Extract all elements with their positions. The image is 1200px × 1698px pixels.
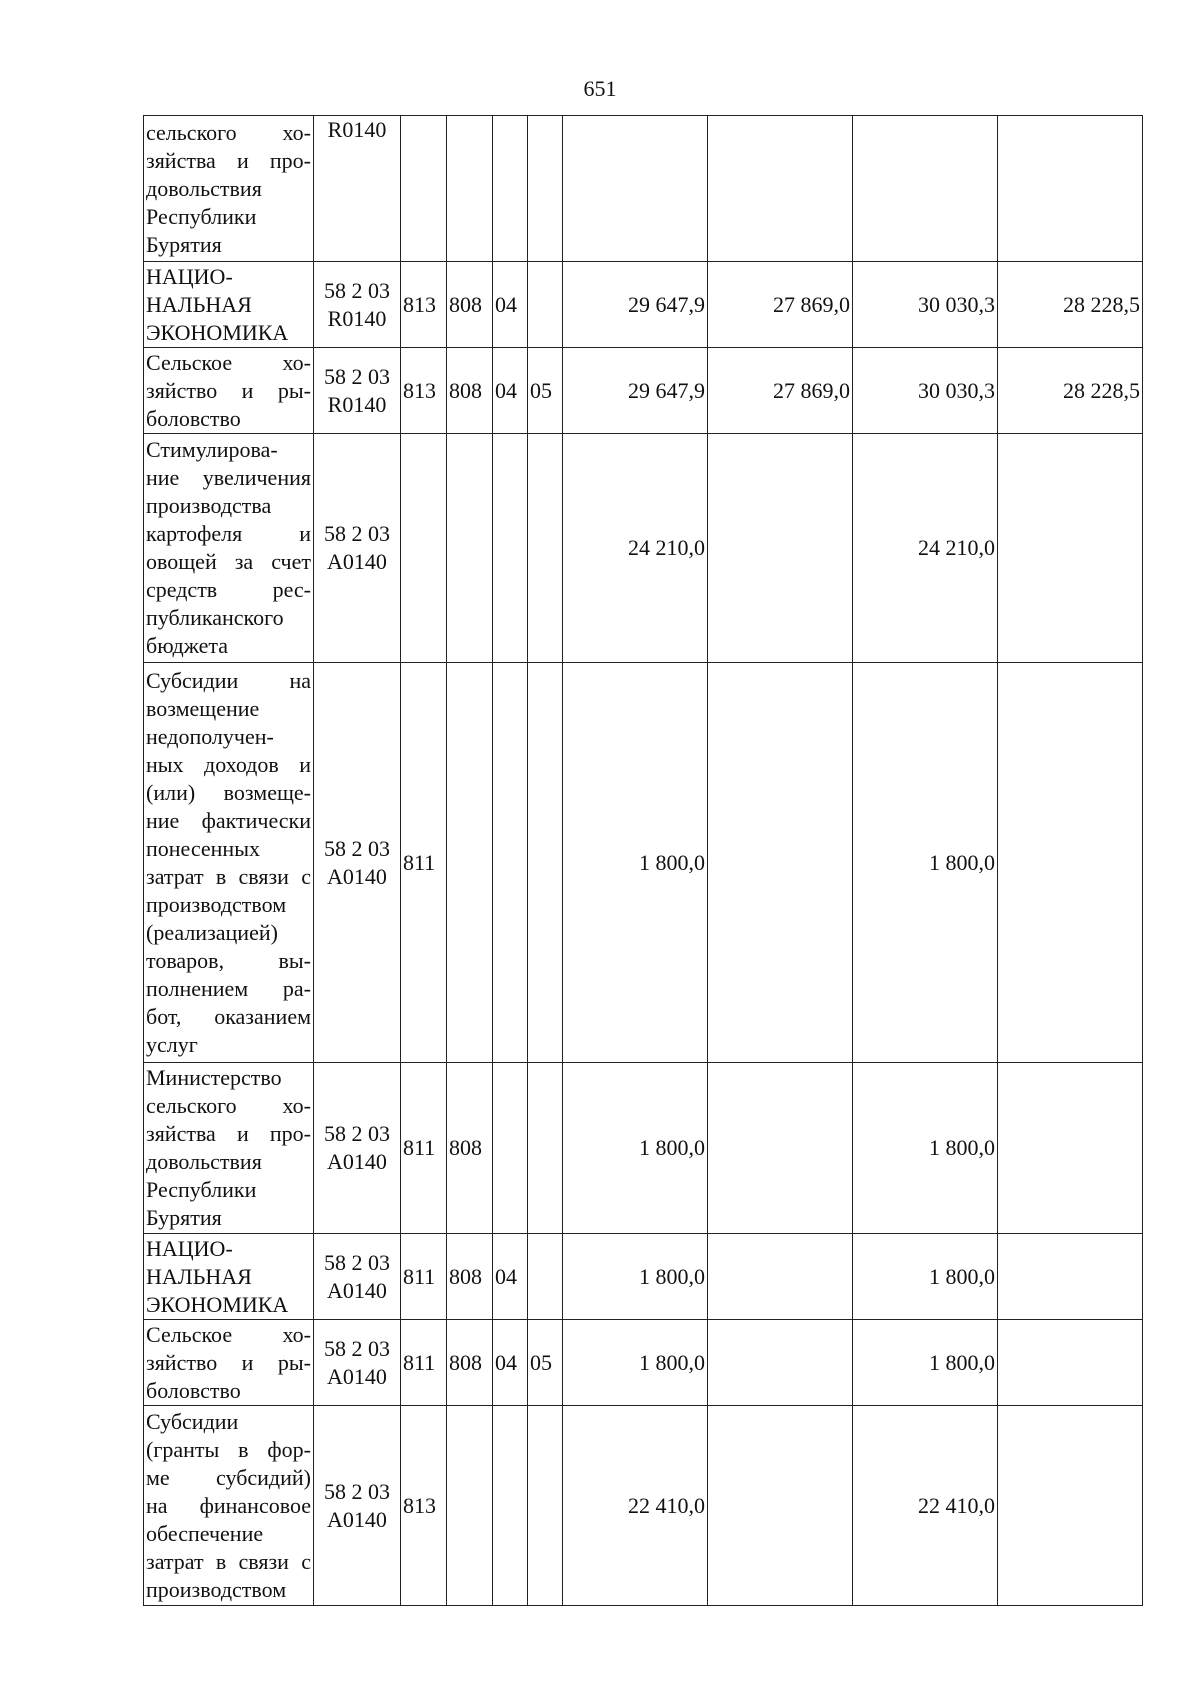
row-name-line: на финансовое [146,1492,311,1518]
amount-1: 24 210,0 [563,434,708,663]
amount-2 [708,1234,853,1320]
amount-1: 1 800,0 [563,1063,708,1234]
amount-3: 30 030,3 [853,348,998,434]
section-code: 04 [493,1234,528,1320]
code-line: R0140 [327,305,387,331]
row-name-cell [144,434,314,663]
code-line: А0140 [327,863,387,889]
row-name-line: Республики [146,203,257,229]
amount-3: 30 030,3 [853,262,998,348]
target-article-code [314,1063,401,1234]
amount-2 [708,1320,853,1406]
row-name-line: публиканского [146,605,284,630]
row-name-line: обеспечение [146,1520,264,1546]
subsection-code [528,116,563,262]
department-code: 808 [447,348,493,434]
row-name-line: (гранты в фор- [146,1436,311,1462]
row-name-line: производством [146,1576,287,1602]
table-row [144,434,1143,663]
amount-3: 1 800,0 [853,1063,998,1234]
row-name-line: ме субсидий) [146,1464,311,1490]
amount-3: 24 210,0 [853,434,998,663]
row-name-line: затрат в связи с [146,863,311,889]
department-code [447,434,493,663]
amount-1: 1 800,0 [563,663,708,1063]
row-name-line: НАЦИО- [146,1235,233,1261]
row-name-line: Стимулирова- [146,437,278,462]
subsection-code [528,663,563,1063]
table-row [144,1320,1143,1406]
ministry-code: 811 [401,663,447,1063]
row-name-line: ние увеличения [146,465,311,490]
amount-2 [708,1063,853,1234]
section-code: 04 [493,348,528,434]
target-article-code [314,1234,401,1320]
code-line: R0140 [327,391,387,417]
amount-3 [853,116,998,262]
amount-1: 29 647,9 [563,262,708,348]
table-row [144,348,1143,434]
subsection-code [528,434,563,663]
code-line: 58 2 03 [324,835,390,861]
subsection-code [528,1234,563,1320]
row-name-cell [144,1063,314,1234]
row-name-line: Сельское хо- [146,1321,311,1347]
row-name-line: боловство [146,405,241,431]
table-row [144,1406,1143,1606]
code-line: А0140 [327,1363,387,1389]
subsection-code [528,262,563,348]
row-name-cell [144,663,314,1063]
section-code [493,663,528,1063]
table-row [144,1234,1143,1320]
row-name-cell [144,1320,314,1406]
page-number: 651 [583,76,617,101]
amount-3: 22 410,0 [853,1406,998,1606]
section-code: 04 [493,262,528,348]
department-code: 808 [447,1320,493,1406]
amount-4 [998,1320,1143,1406]
row-name-cell [144,116,314,262]
row-name-line: довольствия [146,175,262,201]
amount-4 [998,1234,1143,1320]
section-code: 04 [493,1320,528,1406]
row-name-line: Бурятия [146,1205,222,1230]
ministry-code: 811 [401,1320,447,1406]
row-name-line: (или) возмеще- [146,779,311,805]
subsection-code: 05 [528,1320,563,1406]
budget-table [143,115,1143,1606]
amount-4 [998,434,1143,663]
row-name-line: (реализацией) [146,919,278,945]
row-name-line: бот, оказанием [146,1003,311,1029]
amount-1: 22 410,0 [563,1406,708,1606]
code-line: А0140 [327,549,387,574]
row-name-line: Сельское хо- [146,349,311,375]
row-name-line: сельского хо- [146,119,311,145]
row-name-line: Бурятия [146,231,222,257]
row-name-line: ЭКОНОМИКА [146,319,289,345]
code-line: 58 2 03 [324,363,390,389]
target-article-code [314,348,401,434]
target-article-code [314,1406,401,1606]
department-code [447,663,493,1063]
target-article-code [314,262,401,348]
row-name-line: возмещение [146,695,260,721]
row-name-line: боловство [146,1377,241,1403]
amount-1: 1 800,0 [563,1320,708,1406]
amount-4 [998,663,1143,1063]
table-row [144,663,1143,1063]
ministry-code: 813 [401,262,447,348]
table-row [144,1063,1143,1234]
code-line: А0140 [327,1506,387,1532]
ministry-code [401,434,447,663]
amount-2 [708,1406,853,1606]
row-name-line: производством [146,891,287,917]
row-name-line: довольствия [146,1149,262,1174]
code-line: 58 2 03 [324,1121,390,1146]
code-line: А0140 [327,1277,387,1303]
code-line: 58 2 03 [324,1335,390,1361]
row-name-cell [144,1406,314,1606]
amount-1 [563,116,708,262]
row-name-line: зяйства и про- [146,1121,311,1146]
row-name-cell [144,1234,314,1320]
row-name-line: производства [146,493,272,518]
row-name-line: ных доходов и [146,751,311,777]
table-row [144,262,1143,348]
amount-4: 28 228,5 [998,262,1143,348]
row-name-line: НАЦИО- [146,263,233,289]
subsection-code: 05 [528,348,563,434]
row-name-cell [144,262,314,348]
row-name-line: Субсидии [146,1408,239,1434]
amount-3: 1 800,0 [853,1234,998,1320]
code-line: 58 2 03 [324,521,390,546]
subsection-code [528,1063,563,1234]
row-name-line: Субсидии на [146,667,311,693]
code-line: R0140 [327,117,387,142]
code-line: А0140 [327,1149,387,1174]
table-body [144,116,1143,1606]
target-article-code [314,116,401,262]
department-code: 808 [447,262,493,348]
row-name-line: средств рес- [146,577,311,602]
target-article-code [314,434,401,663]
amount-1: 29 647,9 [563,348,708,434]
section-code [493,1406,528,1606]
target-article-code [314,663,401,1063]
department-code: 808 [447,1234,493,1320]
ministry-code: 811 [401,1234,447,1320]
row-name-line: товаров, вы- [146,947,311,973]
ministry-code: 813 [401,1406,447,1606]
row-name-line: зяйства и про- [146,147,311,173]
amount-4 [998,1063,1143,1234]
amount-3: 1 800,0 [853,663,998,1063]
row-name-cell [144,348,314,434]
row-name-line: картофеля и [146,521,311,546]
amount-4 [998,116,1143,262]
row-name-line: услуг [146,1031,198,1057]
amount-1: 1 800,0 [563,1234,708,1320]
row-name-line: Республики [146,1177,257,1202]
amount-4 [998,1406,1143,1606]
row-name-line: зяйство и ры- [146,377,311,403]
row-name-line: сельского хо- [146,1093,311,1118]
row-name-line: ние фактически [146,807,311,833]
department-code [447,1406,493,1606]
row-name-line: затрат в связи с [146,1548,311,1574]
amount-2: 27 869,0 [708,262,853,348]
code-line: 58 2 03 [324,277,390,303]
table-row [144,116,1143,262]
ministry-code [401,116,447,262]
section-code [493,434,528,663]
row-name-line: зяйство и ры- [146,1349,311,1375]
code-line: 58 2 03 [324,1249,390,1275]
amount-2: 27 869,0 [708,348,853,434]
row-name-line: бюджета [146,633,229,658]
subsection-code [528,1406,563,1606]
row-name-line: ЭКОНОМИКА [146,1291,289,1317]
section-code [493,1063,528,1234]
ministry-code: 813 [401,348,447,434]
amount-2 [708,434,853,663]
department-code: 808 [447,1063,493,1234]
row-name-line: Министерство [146,1065,282,1090]
row-name-line: полнением ра- [146,975,311,1001]
target-article-code [314,1320,401,1406]
code-line: 58 2 03 [324,1478,390,1504]
section-code [493,116,528,262]
row-name-line: недополучен- [146,723,274,749]
department-code [447,116,493,262]
row-name-line: НАЛЬНАЯ [146,1263,252,1289]
amount-4: 28 228,5 [998,348,1143,434]
row-name-line: понесенных [146,835,260,861]
row-name-line: НАЛЬНАЯ [146,291,252,317]
ministry-code: 811 [401,1063,447,1234]
amount-2 [708,663,853,1063]
amount-3: 1 800,0 [853,1320,998,1406]
row-name-line: овощей за счет [146,549,311,574]
amount-2 [708,116,853,262]
